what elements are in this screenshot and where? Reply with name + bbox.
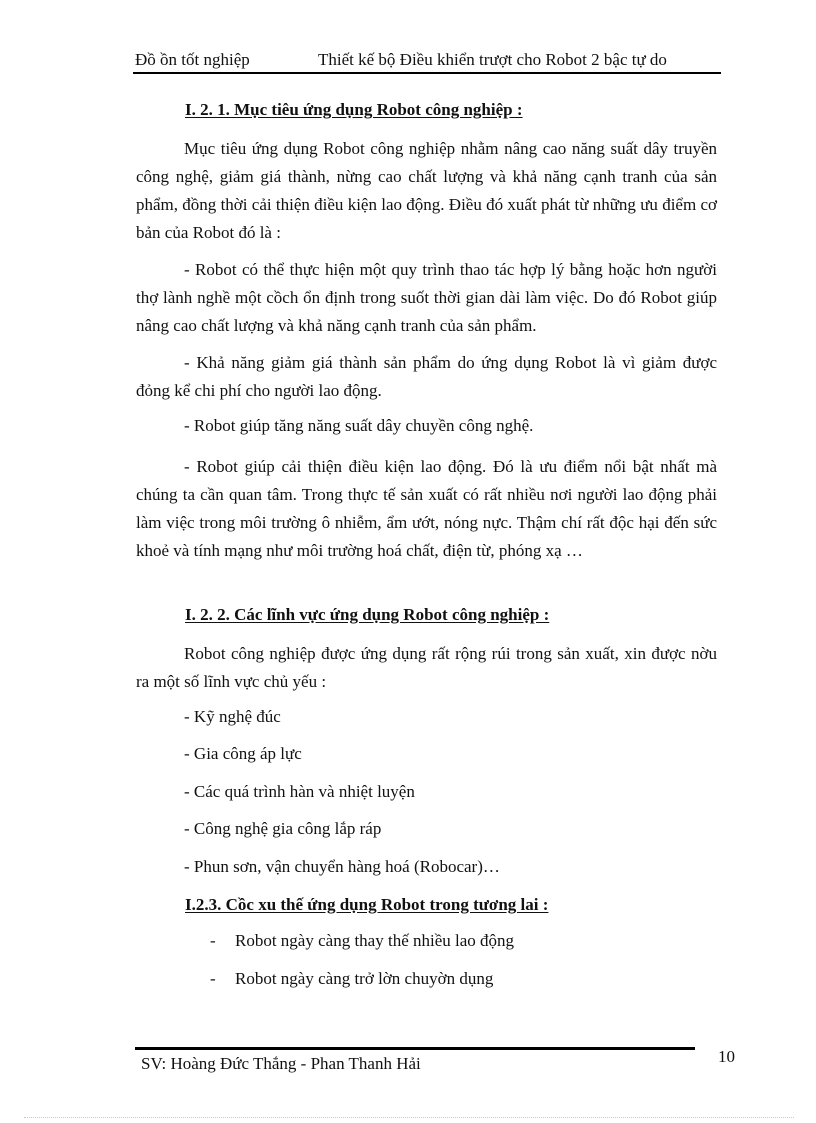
list-item: - Phun sơn, vận chuyển hàng hoá (Robocar)…: [184, 857, 500, 876]
section-2-heading: I. 2. 2. Các lĩnh vực ứng dụng Robot công nghiệp :: [185, 605, 550, 624]
section-3-heading: I.2.3. Cồc xu thế ứng dụng Robot trong tương lai :: [185, 895, 549, 914]
list-item: Robot ngày càng thay thế nhiều lao động: [235, 931, 515, 950]
list-item: - Các quá trình hàn và nhiệt luyện: [184, 782, 415, 801]
section-1-paragraph-1: Mục tiêu ứng dụng Robot công nghiệp nhằm nâng cao năng suất dây truyền công nghệ, giảm giá thành, nừng cao chất lượng và khả năng cạnh tranh của sản phẩm, đồng thời cải thiện điều kiện lao động. Điều đó xuất phát từ những ưu điểm cơ bản của Robot đó là :: [136, 139, 717, 242]
header-right-title: Thiết kế bộ Điều khiển trượt cho Robot 2 bậc tự do: [318, 50, 667, 69]
list-item: - Kỹ nghệ đúc: [184, 707, 281, 726]
bottom-dotted-border: [24, 1117, 794, 1118]
list-item: - Công nghệ gia công lắp ráp: [184, 819, 382, 838]
footer-authors: SV: Hoàng Đức Thắng - Phan Thanh Hải: [141, 1054, 421, 1073]
list-item: Robot ngày càng trở lờn chuyờn dụng: [235, 969, 494, 988]
header-divider: [133, 72, 721, 74]
bullet-dash: -: [210, 969, 216, 988]
section-1-paragraph-2: - Robot có thể thực hiện một quy trình thao tác hợp lý bằng hoặc hơn người thợ lành nghề một cồch ổn định trong suốt thời gian dài làm việc. Do đó Robot giúp nâng cao chất lượng và khả năng cạnh tranh của sản phẩm.: [136, 260, 717, 335]
section-1-paragraph-5: - Robot giúp cải thiện điều kiện lao động. Đó là ưu điểm nổi bật nhất mà chúng ta cần quan tâm. Trong thực tế sản xuất có rất nhiều nơi người lao động phải làm việc trong môi trường ô nhiễm, ẩm ướt, nóng nực. Thậm chí rất độc hại đến sức khoẻ và tính mạng như môi trường hoá chất, điện từ, phóng xạ …: [136, 457, 717, 560]
footer-divider: [135, 1047, 695, 1050]
section-1-paragraph-4: - Robot giúp tăng năng suất dây chuyền công nghệ.: [184, 416, 534, 435]
bullet-dash: -: [210, 931, 216, 950]
header-left-title: Đồ ồn tốt nghiệp: [135, 50, 250, 69]
section-1-heading: I. 2. 1. Mục tiêu ứng dụng Robot công nghiệp :: [185, 100, 523, 119]
section-1-paragraph-3: - Khả năng giảm giá thành sản phẩm do ứng dụng Robot là vì giảm được đỏng kể chi phí cho người lao động.: [136, 353, 717, 400]
list-item: - Gia công áp lực: [184, 744, 302, 763]
page-number: 10: [718, 1047, 735, 1066]
section-2-intro: Robot công nghiệp được ứng dụng rất rộng rúi trong sản xuất, xin được nờu ra một số lĩnh vực chủ yếu :: [136, 644, 717, 691]
